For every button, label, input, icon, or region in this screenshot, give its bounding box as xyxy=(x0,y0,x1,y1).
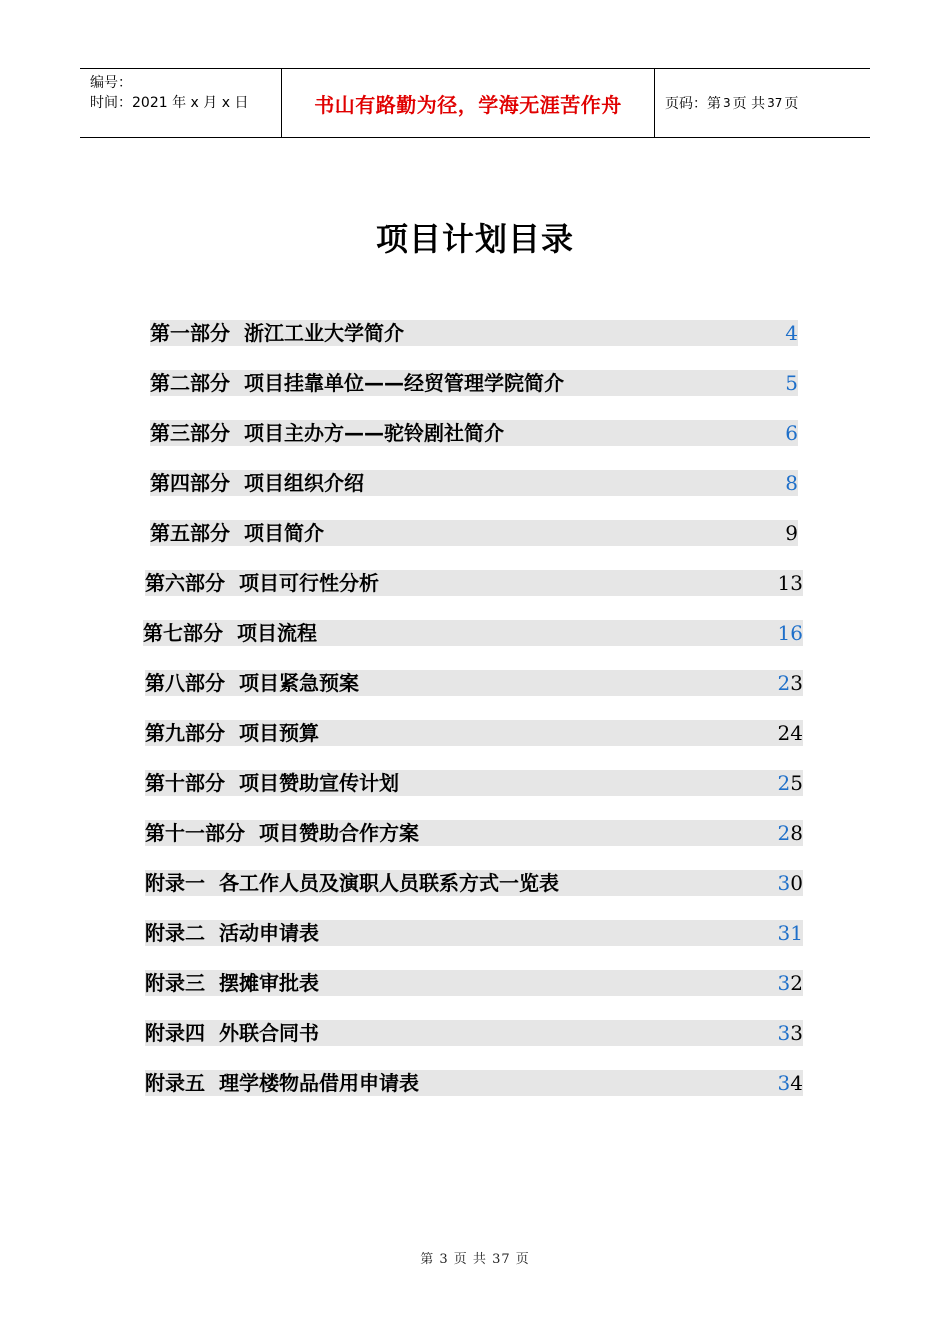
toc-page: 8 xyxy=(785,471,798,495)
toc-part: 第十一部分 xyxy=(145,821,245,845)
toc-entry[interactable] xyxy=(145,1020,803,1046)
footer-suffix: 页 xyxy=(515,1252,530,1267)
toc-name: 项目紧急预案 xyxy=(239,671,359,695)
toc-leader-dots xyxy=(506,420,783,446)
toc-entry[interactable] xyxy=(150,520,798,546)
toc-entry[interactable] xyxy=(145,770,803,796)
toc-page: 13 xyxy=(777,571,803,595)
toc-name: 项目可行性分析 xyxy=(239,571,379,595)
toc-leader-dots xyxy=(321,970,776,996)
toc-name: 摆摊审批表 xyxy=(219,971,319,995)
toc-page: 31 xyxy=(777,921,803,945)
toc-entry[interactable] xyxy=(145,670,803,696)
toc-entry[interactable] xyxy=(150,420,798,446)
toc-page: 4 xyxy=(790,1071,803,1095)
toc-part: 附录三 xyxy=(145,971,205,995)
toc-leader-dots xyxy=(421,1070,776,1096)
toc-leader-dots xyxy=(401,770,776,796)
toc-entry[interactable] xyxy=(145,920,803,946)
toc-page: 4 xyxy=(785,321,798,345)
toc-page: 8 xyxy=(790,821,803,845)
toc-page: 3 xyxy=(777,871,791,895)
toc-name: 项目主办方——驼铃剧社简介 xyxy=(244,421,504,445)
toc-leader-dots xyxy=(381,570,776,596)
toc-leader-dots xyxy=(566,370,783,396)
toc-entry[interactable] xyxy=(145,820,803,846)
footer-current: 3 xyxy=(439,1252,449,1267)
footer-prefix: 第 xyxy=(420,1252,435,1267)
toc-entry[interactable] xyxy=(150,320,798,346)
header-time-label: 时间：2021 年 x 月 x 日 xyxy=(90,95,249,111)
toc-part: 第一部分 xyxy=(150,321,230,345)
toc-name: 项目简介 xyxy=(244,521,324,545)
toc-entry[interactable] xyxy=(145,570,803,596)
page-footer xyxy=(0,1248,950,1267)
header-motto: 书山有路勤为径，学海无涯苦作舟 xyxy=(282,69,655,137)
toc-name: 浙江工业大学简介 xyxy=(244,321,404,345)
toc-part: 第四部分 xyxy=(150,471,230,495)
toc-name: 项目组织介绍 xyxy=(244,471,364,495)
toc-part: 第九部分 xyxy=(145,721,225,745)
header-page-total: 37 xyxy=(767,96,783,110)
toc-page: 5 xyxy=(785,371,798,395)
toc-part: 第八部分 xyxy=(145,671,225,695)
toc-entry[interactable] xyxy=(145,870,803,896)
header-page-suffix: 页 xyxy=(784,96,799,112)
toc-leader-dots xyxy=(421,820,776,846)
toc-page: 3 xyxy=(777,971,791,995)
toc-part: 第七部分 xyxy=(143,621,223,645)
toc-entry[interactable] xyxy=(143,620,803,646)
toc-name: 外联合同书 xyxy=(219,1021,319,1045)
toc-page: 9 xyxy=(785,521,798,545)
toc-name: 项目预算 xyxy=(239,721,319,745)
toc-name: 理学楼物品借用申请表 xyxy=(219,1071,419,1095)
toc-leader-dots xyxy=(321,720,776,746)
toc-part: 附录四 xyxy=(145,1021,205,1045)
toc-page: 3 xyxy=(790,1021,803,1045)
toc-part: 第五部分 xyxy=(150,521,230,545)
page-title: 项目计划目录 xyxy=(375,220,574,258)
toc-part: 附录二 xyxy=(145,921,205,945)
footer-mid: 页 共 xyxy=(453,1252,487,1267)
toc-page: 3 xyxy=(777,1071,791,1095)
footer-total: 37 xyxy=(492,1252,511,1267)
toc-part: 第三部分 xyxy=(150,421,230,445)
toc-leader-dots xyxy=(366,470,783,496)
toc-leader-dots xyxy=(406,320,783,346)
toc-leader-dots xyxy=(361,670,776,696)
header-page-current: 3 xyxy=(723,96,731,110)
header-page-mid: 页 共 xyxy=(732,96,766,112)
toc-entry[interactable] xyxy=(145,1070,803,1096)
toc-page: 2 xyxy=(777,771,791,795)
toc-page: 16 xyxy=(777,621,803,645)
toc-entry[interactable] xyxy=(145,970,803,996)
toc-page: 2 xyxy=(777,821,791,845)
header-number-label: 编号： xyxy=(90,75,132,91)
toc-part: 附录一 xyxy=(145,871,205,895)
toc-name: 活动申请表 xyxy=(219,921,319,945)
toc-leader-dots xyxy=(319,620,776,646)
toc-page: 3 xyxy=(790,671,803,695)
toc-part: 第六部分 xyxy=(145,571,225,595)
toc-leader-dots xyxy=(561,870,776,896)
toc-entry[interactable] xyxy=(150,470,798,496)
toc-part: 附录五 xyxy=(145,1071,205,1095)
toc-leader-dots xyxy=(326,520,783,546)
toc-entry[interactable] xyxy=(150,370,798,396)
toc-part: 第十部分 xyxy=(145,771,225,795)
toc-page: 6 xyxy=(785,421,798,445)
toc-page: 0 xyxy=(790,871,803,895)
toc-page: 2 xyxy=(777,671,791,695)
header-page-prefix: 页码：第 xyxy=(665,96,721,112)
toc-part: 第二部分 xyxy=(150,371,230,395)
toc-name: 项目赞助宣传计划 xyxy=(239,771,399,795)
toc-leader-dots xyxy=(321,1020,776,1046)
toc-entry[interactable] xyxy=(145,720,803,746)
toc-page: 2 xyxy=(790,971,803,995)
toc-name: 各工作人员及演职人员联系方式一览表 xyxy=(219,871,559,895)
toc-name: 项目挂靠单位——经贸管理学院简介 xyxy=(244,371,564,395)
toc-name: 项目赞助合作方案 xyxy=(259,821,419,845)
toc-page: 3 xyxy=(777,1021,791,1045)
toc-name: 项目流程 xyxy=(237,621,317,645)
toc-page: 24 xyxy=(777,721,803,745)
toc-page: 5 xyxy=(790,771,803,795)
toc-leader-dots xyxy=(321,920,776,946)
